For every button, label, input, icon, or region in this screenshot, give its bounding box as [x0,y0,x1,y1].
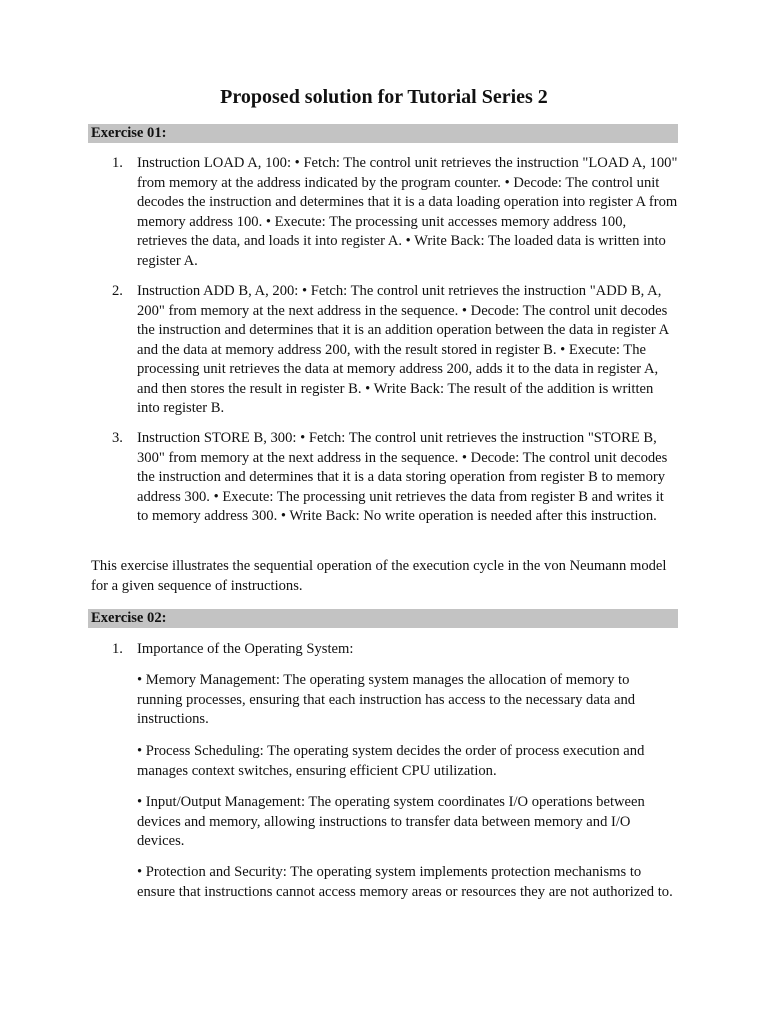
exercise-01-heading: Exercise 01: [88,124,678,143]
list-item-store: Instruction STORE B, 300: • Fetch: The control unit retrieves the instruction "STORE B, 300" from memory at the next address in the sequence. • Decode: The control unit decodes the instruction and determines that it is a data storing operation from register B to memory address 300. • Execute: The processing unit retrieves the data from register B and writes it to memory address 300. • Write Back: No write operation is needed after this instruction. [137,430,668,524]
list-item-load: Instruction LOAD A, 100: • Fetch: The control unit retrieves the instruction "LOAD A, 100" from memory at the address indicated by the program counter. • Decode: The control unit decodes the instruction and determines that it is a data loading operation into register A from memory address 100. • Execute: The processing unit accesses memory address 100, retrieves the data, and loads it into register A. • Write Back: The loaded data is written into register A. [137,155,678,269]
list-number: 1. [112,641,123,657]
list-number: 2. [112,283,123,299]
bullet-process-scheduling: • Process Scheduling: The operating system decides the order of process execution and manages context switches, ensuring efficient CPU utilization. [137,743,645,779]
list-item-add: Instruction ADD B, A, 200: • Fetch: The control unit retrieves the instruction "ADD B, A, 200" from memory at the next address in the sequence. • Decode: The control unit decodes the instruction and determines that it is an addition operation between the data in register A and the data at memory address 200, with the result stored in register B. • Execute: The processing unit retrieves the data at memory address 200, adds it to the data in register A, and then stores the result in register B. • Write Back: The result of the addition is written into register B. [137,283,669,416]
page-title: Proposed solution for Tutorial Series 2 [220,86,548,108]
list-number: 1. [112,155,123,171]
bullet-io-management: • Input/Output Management: The operating system coordinates I/O operations between devices and memory, allowing instructions to transfer data between memory and I/O devices. [137,794,645,849]
bullet-protection-security: • Protection and Security: The operating system implements protection mechanisms to ensure that instructions cannot access memory areas or resources they are not authorized to. [137,864,673,900]
bullet-memory-management: • Memory Management: The operating system manages the allocation of memory to running processes, ensuring that each instruction has access to the necessary data and instructions. [137,672,636,727]
exercise-01-summary: This exercise illustrates the sequential operation of the execution cycle in the von Neumann model for a given sequence of instructions. [91,558,667,594]
list-number: 3. [112,430,123,446]
os-importance-title: Importance of the Operating System: [137,641,354,657]
exercise-02-heading: Exercise 02: [88,609,678,628]
